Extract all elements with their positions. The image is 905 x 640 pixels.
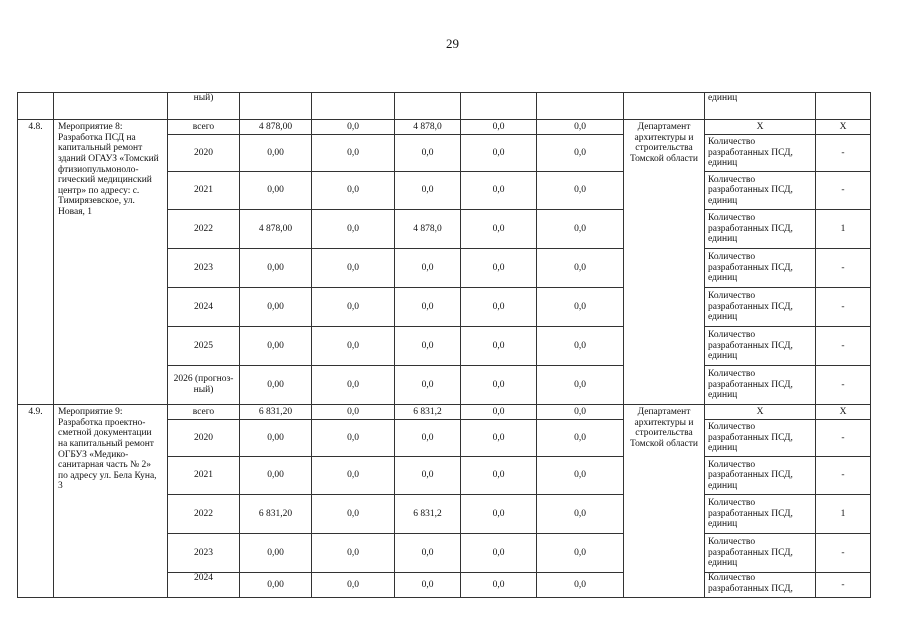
- other-funding-cell: 0,0: [537, 405, 624, 420]
- empty-cell: [537, 93, 624, 120]
- indicator-cell: Количество разработанных ПСД, единиц: [705, 249, 816, 288]
- total-funding-cell: 0,00: [240, 366, 312, 405]
- regional-funding-cell: 0,0: [395, 327, 461, 366]
- indicator-cell: Количество разработанных ПСД, единиц: [705, 288, 816, 327]
- local-funding-cell: 0,0: [461, 120, 537, 135]
- indicator-cell: Количество разработанных ПСД, единиц: [705, 172, 816, 210]
- indicator-value-cell: -: [816, 534, 871, 573]
- indicator-cell: Количество разработанных ПСД, единиц: [705, 135, 816, 172]
- year-cell: 2024: [168, 573, 240, 598]
- other-funding-cell: 0,0: [537, 457, 624, 495]
- indicator-cell: X: [705, 120, 816, 135]
- other-funding-cell: 0,0: [537, 288, 624, 327]
- regional-funding-cell: 0,0: [395, 249, 461, 288]
- federal-funding-cell: 0,0: [312, 457, 395, 495]
- federal-funding-cell: 0,0: [312, 573, 395, 598]
- indicator-cell: Количество разработанных ПСД, единиц: [705, 420, 816, 457]
- indicator-cell: Количество разработанных ПСД,: [705, 573, 816, 598]
- federal-funding-cell: 0,0: [312, 366, 395, 405]
- total-funding-cell: 0,00: [240, 534, 312, 573]
- indicator-value-cell: -: [816, 249, 871, 288]
- regional-funding-cell: 0,0: [395, 534, 461, 573]
- total-funding-cell: 0,00: [240, 249, 312, 288]
- empty-cell: [240, 93, 312, 120]
- year-cell: 2024: [168, 288, 240, 327]
- indicator-value-cell: -: [816, 172, 871, 210]
- empty-cell: [395, 93, 461, 120]
- indicator-value-cell: 1: [816, 495, 871, 534]
- regional-funding-cell: 0,0: [395, 366, 461, 405]
- indicator-cell: Количество разработанных ПСД, единиц: [705, 457, 816, 495]
- total-funding-cell: 4 878,00: [240, 210, 312, 249]
- empty-cell: [54, 93, 168, 120]
- year-cell: всего: [168, 405, 240, 420]
- federal-funding-cell: 0,0: [312, 135, 395, 172]
- other-funding-cell: 0,0: [537, 135, 624, 172]
- total-funding-cell: 0,00: [240, 327, 312, 366]
- indicator-cell: Количество разработанных ПСД, единиц: [705, 210, 816, 249]
- total-funding-cell: 6 831,20: [240, 495, 312, 534]
- other-funding-cell: 0,0: [537, 172, 624, 210]
- indicator-value-cell: -: [816, 457, 871, 495]
- regional-funding-cell: 0,0: [395, 288, 461, 327]
- table-row: [18, 120, 871, 135]
- local-funding-cell: 0,0: [461, 573, 537, 598]
- other-funding-cell: 0,0: [537, 210, 624, 249]
- regional-funding-cell: 0,0: [395, 135, 461, 172]
- indicator-value-cell: -: [816, 327, 871, 366]
- local-funding-cell: 0,0: [461, 249, 537, 288]
- regional-funding-cell: 0,0: [395, 457, 461, 495]
- local-funding-cell: 0,0: [461, 366, 537, 405]
- year-cell: 2021: [168, 457, 240, 495]
- indicator-cell: Количество разработанных ПСД, единиц: [705, 366, 816, 405]
- local-funding-cell: 0,0: [461, 172, 537, 210]
- section-number: 4.9.: [18, 405, 54, 598]
- regional-funding-cell: 4 878,0: [395, 210, 461, 249]
- indicator-value-cell: -: [816, 135, 871, 172]
- indicator-cell: Количество разработанных ПСД, единиц: [705, 534, 816, 573]
- total-funding-cell: 0,00: [240, 135, 312, 172]
- federal-funding-cell: 0,0: [312, 210, 395, 249]
- year-cell: 2025: [168, 327, 240, 366]
- indicator-value-cell: -: [816, 366, 871, 405]
- indicator-value-cell: -: [816, 420, 871, 457]
- total-funding-cell: 4 878,00: [240, 120, 312, 135]
- federal-funding-cell: 0,0: [312, 249, 395, 288]
- responsible-department: Департамент архитектуры и строительства Томской области: [624, 120, 705, 405]
- local-funding-cell: 0,0: [461, 405, 537, 420]
- other-funding-cell: 0,0: [537, 573, 624, 598]
- total-funding-cell: 0,00: [240, 420, 312, 457]
- indicator-cell: Количество разработанных ПСД, единиц: [705, 327, 816, 366]
- total-funding-cell: 0,00: [240, 288, 312, 327]
- local-funding-cell: 0,0: [461, 457, 537, 495]
- federal-funding-cell: 0,0: [312, 120, 395, 135]
- total-funding-cell: 6 831,20: [240, 405, 312, 420]
- indicator-cell: Количество разработанных ПСД, единиц: [705, 495, 816, 534]
- year-cell: 2020: [168, 135, 240, 172]
- indicator-value-cell: X: [816, 405, 871, 420]
- regional-funding-cell: 0,0: [395, 573, 461, 598]
- empty-cell: [816, 93, 871, 120]
- regional-funding-cell: 4 878,0: [395, 120, 461, 135]
- other-funding-cell: 0,0: [537, 534, 624, 573]
- year-cell: ный): [168, 93, 240, 120]
- activity-description: Мероприятие 8: Разработка ПСД на капитальный ремонт зданий ОГАУЗ «Томский фтизиопульмоноло-гический медицинский центр» по адресу: с. Тимирязевское, ул. Новая, 1: [54, 120, 168, 405]
- local-funding-cell: 0,0: [461, 327, 537, 366]
- indicator-value-cell: 1: [816, 210, 871, 249]
- regional-funding-cell: 6 831,2: [395, 405, 461, 420]
- other-funding-cell: 0,0: [537, 495, 624, 534]
- year-cell: 2020: [168, 420, 240, 457]
- indicator-value-cell: -: [816, 573, 871, 598]
- federal-funding-cell: 0,0: [312, 172, 395, 210]
- total-funding-cell: 0,00: [240, 573, 312, 598]
- local-funding-cell: 0,0: [461, 534, 537, 573]
- year-cell: 2026 (прогноз-ный): [168, 366, 240, 405]
- total-funding-cell: 0,00: [240, 172, 312, 210]
- section-number: 4.8.: [18, 120, 54, 405]
- other-funding-cell: 0,0: [537, 327, 624, 366]
- total-funding-cell: 0,00: [240, 457, 312, 495]
- table-row: [18, 405, 871, 420]
- year-cell: всего: [168, 120, 240, 135]
- federal-funding-cell: 0,0: [312, 288, 395, 327]
- responsible-department: Департамент архитектуры и строительства Томской области: [624, 405, 705, 598]
- empty-cell: [18, 93, 54, 120]
- year-cell: 2023: [168, 534, 240, 573]
- year-cell: 2023: [168, 249, 240, 288]
- indicator-value-cell: -: [816, 288, 871, 327]
- indicator-value-cell: X: [816, 120, 871, 135]
- other-funding-cell: 0,0: [537, 420, 624, 457]
- year-cell: 2022: [168, 495, 240, 534]
- regional-funding-cell: 0,0: [395, 172, 461, 210]
- activity-description: Мероприятие 9: Разработка проектно-сметной документации на капитальный ремонт ОГБУЗ «Медико-санитарная часть № 2» по адресу ул. Бела Куна, 3: [54, 405, 168, 598]
- empty-cell: [624, 93, 705, 120]
- continuation-row: [18, 93, 871, 120]
- indicator-cell: единиц: [705, 93, 816, 120]
- federal-funding-cell: 0,0: [312, 534, 395, 573]
- empty-cell: [312, 93, 395, 120]
- local-funding-cell: 0,0: [461, 420, 537, 457]
- local-funding-cell: 0,0: [461, 288, 537, 327]
- program-activities-table: [17, 92, 871, 598]
- federal-funding-cell: 0,0: [312, 405, 395, 420]
- year-cell: 2021: [168, 172, 240, 210]
- federal-funding-cell: 0,0: [312, 495, 395, 534]
- federal-funding-cell: 0,0: [312, 327, 395, 366]
- empty-cell: [461, 93, 537, 120]
- other-funding-cell: 0,0: [537, 249, 624, 288]
- local-funding-cell: 0,0: [461, 210, 537, 249]
- federal-funding-cell: 0,0: [312, 420, 395, 457]
- other-funding-cell: 0,0: [537, 366, 624, 405]
- indicator-cell: X: [705, 405, 816, 420]
- regional-funding-cell: 0,0: [395, 420, 461, 457]
- other-funding-cell: 0,0: [537, 120, 624, 135]
- page-number: 29: [446, 36, 459, 51]
- regional-funding-cell: 6 831,2: [395, 495, 461, 534]
- year-cell: 2022: [168, 210, 240, 249]
- local-funding-cell: 0,0: [461, 135, 537, 172]
- local-funding-cell: 0,0: [461, 495, 537, 534]
